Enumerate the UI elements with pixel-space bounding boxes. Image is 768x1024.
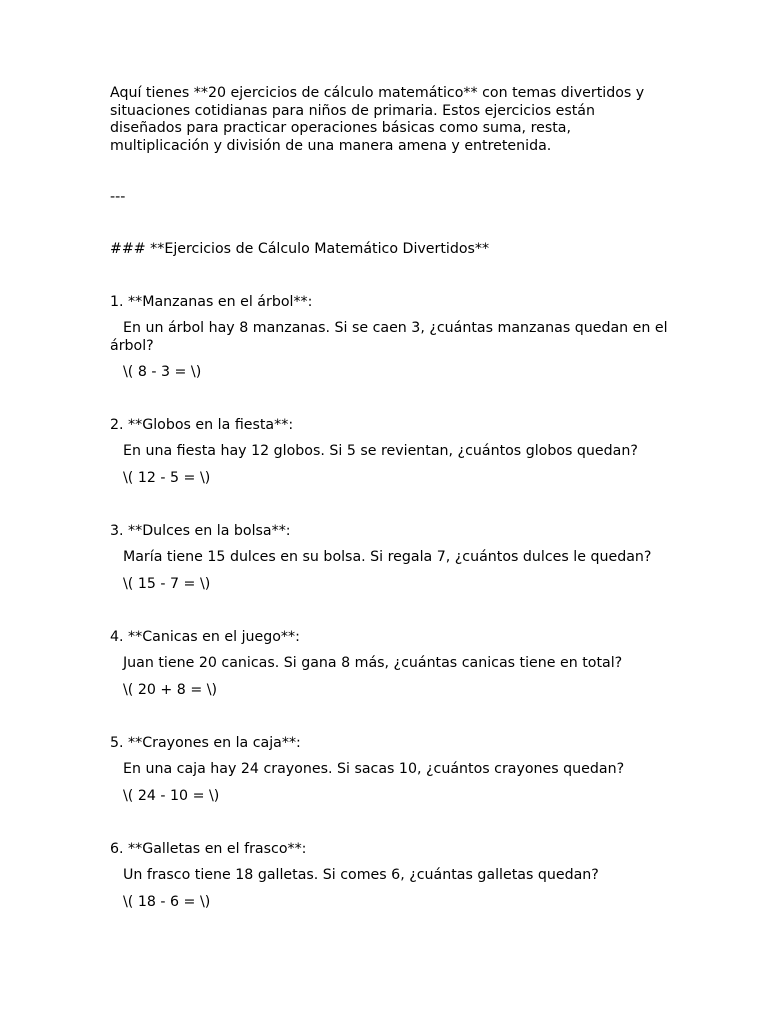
exercise-equation: \( 12 - 5 = \) (123, 470, 211, 486)
exercise-problem: En un árbol hay 8 manzanas. Si se caen 3, ¿cuántas manzanas quedan en el árbol? (110, 320, 668, 354)
exercise-problem: En una fiesta hay 12 globos. Si 5 se revientan, ¿cuántos globos quedan? (123, 443, 638, 459)
section-heading: ### **Ejercicios de Cálculo Matemático Divertidos** (110, 241, 490, 257)
exercise-problem: María tiene 15 dulces en su bolsa. Si regala 7, ¿cuántos dulces le quedan? (123, 549, 652, 565)
separator: --- (110, 189, 126, 205)
exercise-equation: \( 8 - 3 = \) (123, 364, 202, 380)
exercise-title: 2. **Globos en la fiesta**: (110, 417, 294, 433)
exercise-equation: \( 15 - 7 = \) (123, 576, 211, 592)
exercise-equation: \( 24 - 10 = \) (123, 788, 220, 804)
exercise-problem: Un frasco tiene 18 galletas. Si comes 6, ¿cuántas galletas quedan? (123, 867, 599, 883)
exercise-equation: \( 20 + 8 = \) (123, 682, 218, 698)
exercise-problem: Juan tiene 20 canicas. Si gana 8 más, ¿cuántas canicas tiene en total? (123, 655, 623, 671)
exercise-title: 6. **Galletas en el frasco**: (110, 841, 307, 857)
exercise-title: 5. **Crayones en la caja**: (110, 735, 301, 751)
exercise-problem: En una caja hay 24 crayones. Si sacas 10, ¿cuántos crayones quedan? (123, 761, 625, 777)
intro-paragraph: Aquí tienes **20 ejercicios de cálculo matemático** con temas divertidos y situaciones cotidianas para niños de primaria. Estos ejercicios están diseñados para practicar operaciones básicas como suma, resta, multiplicación y división de una manera amena y entretenida. (110, 85, 645, 154)
exercise-title: 4. **Canicas en el juego**: (110, 629, 300, 645)
exercise-equation: \( 18 - 6 = \) (123, 894, 211, 910)
exercise-title: 3. **Dulces en la bolsa**: (110, 523, 291, 539)
exercise-title: 1. **Manzanas en el árbol**: (110, 294, 313, 310)
